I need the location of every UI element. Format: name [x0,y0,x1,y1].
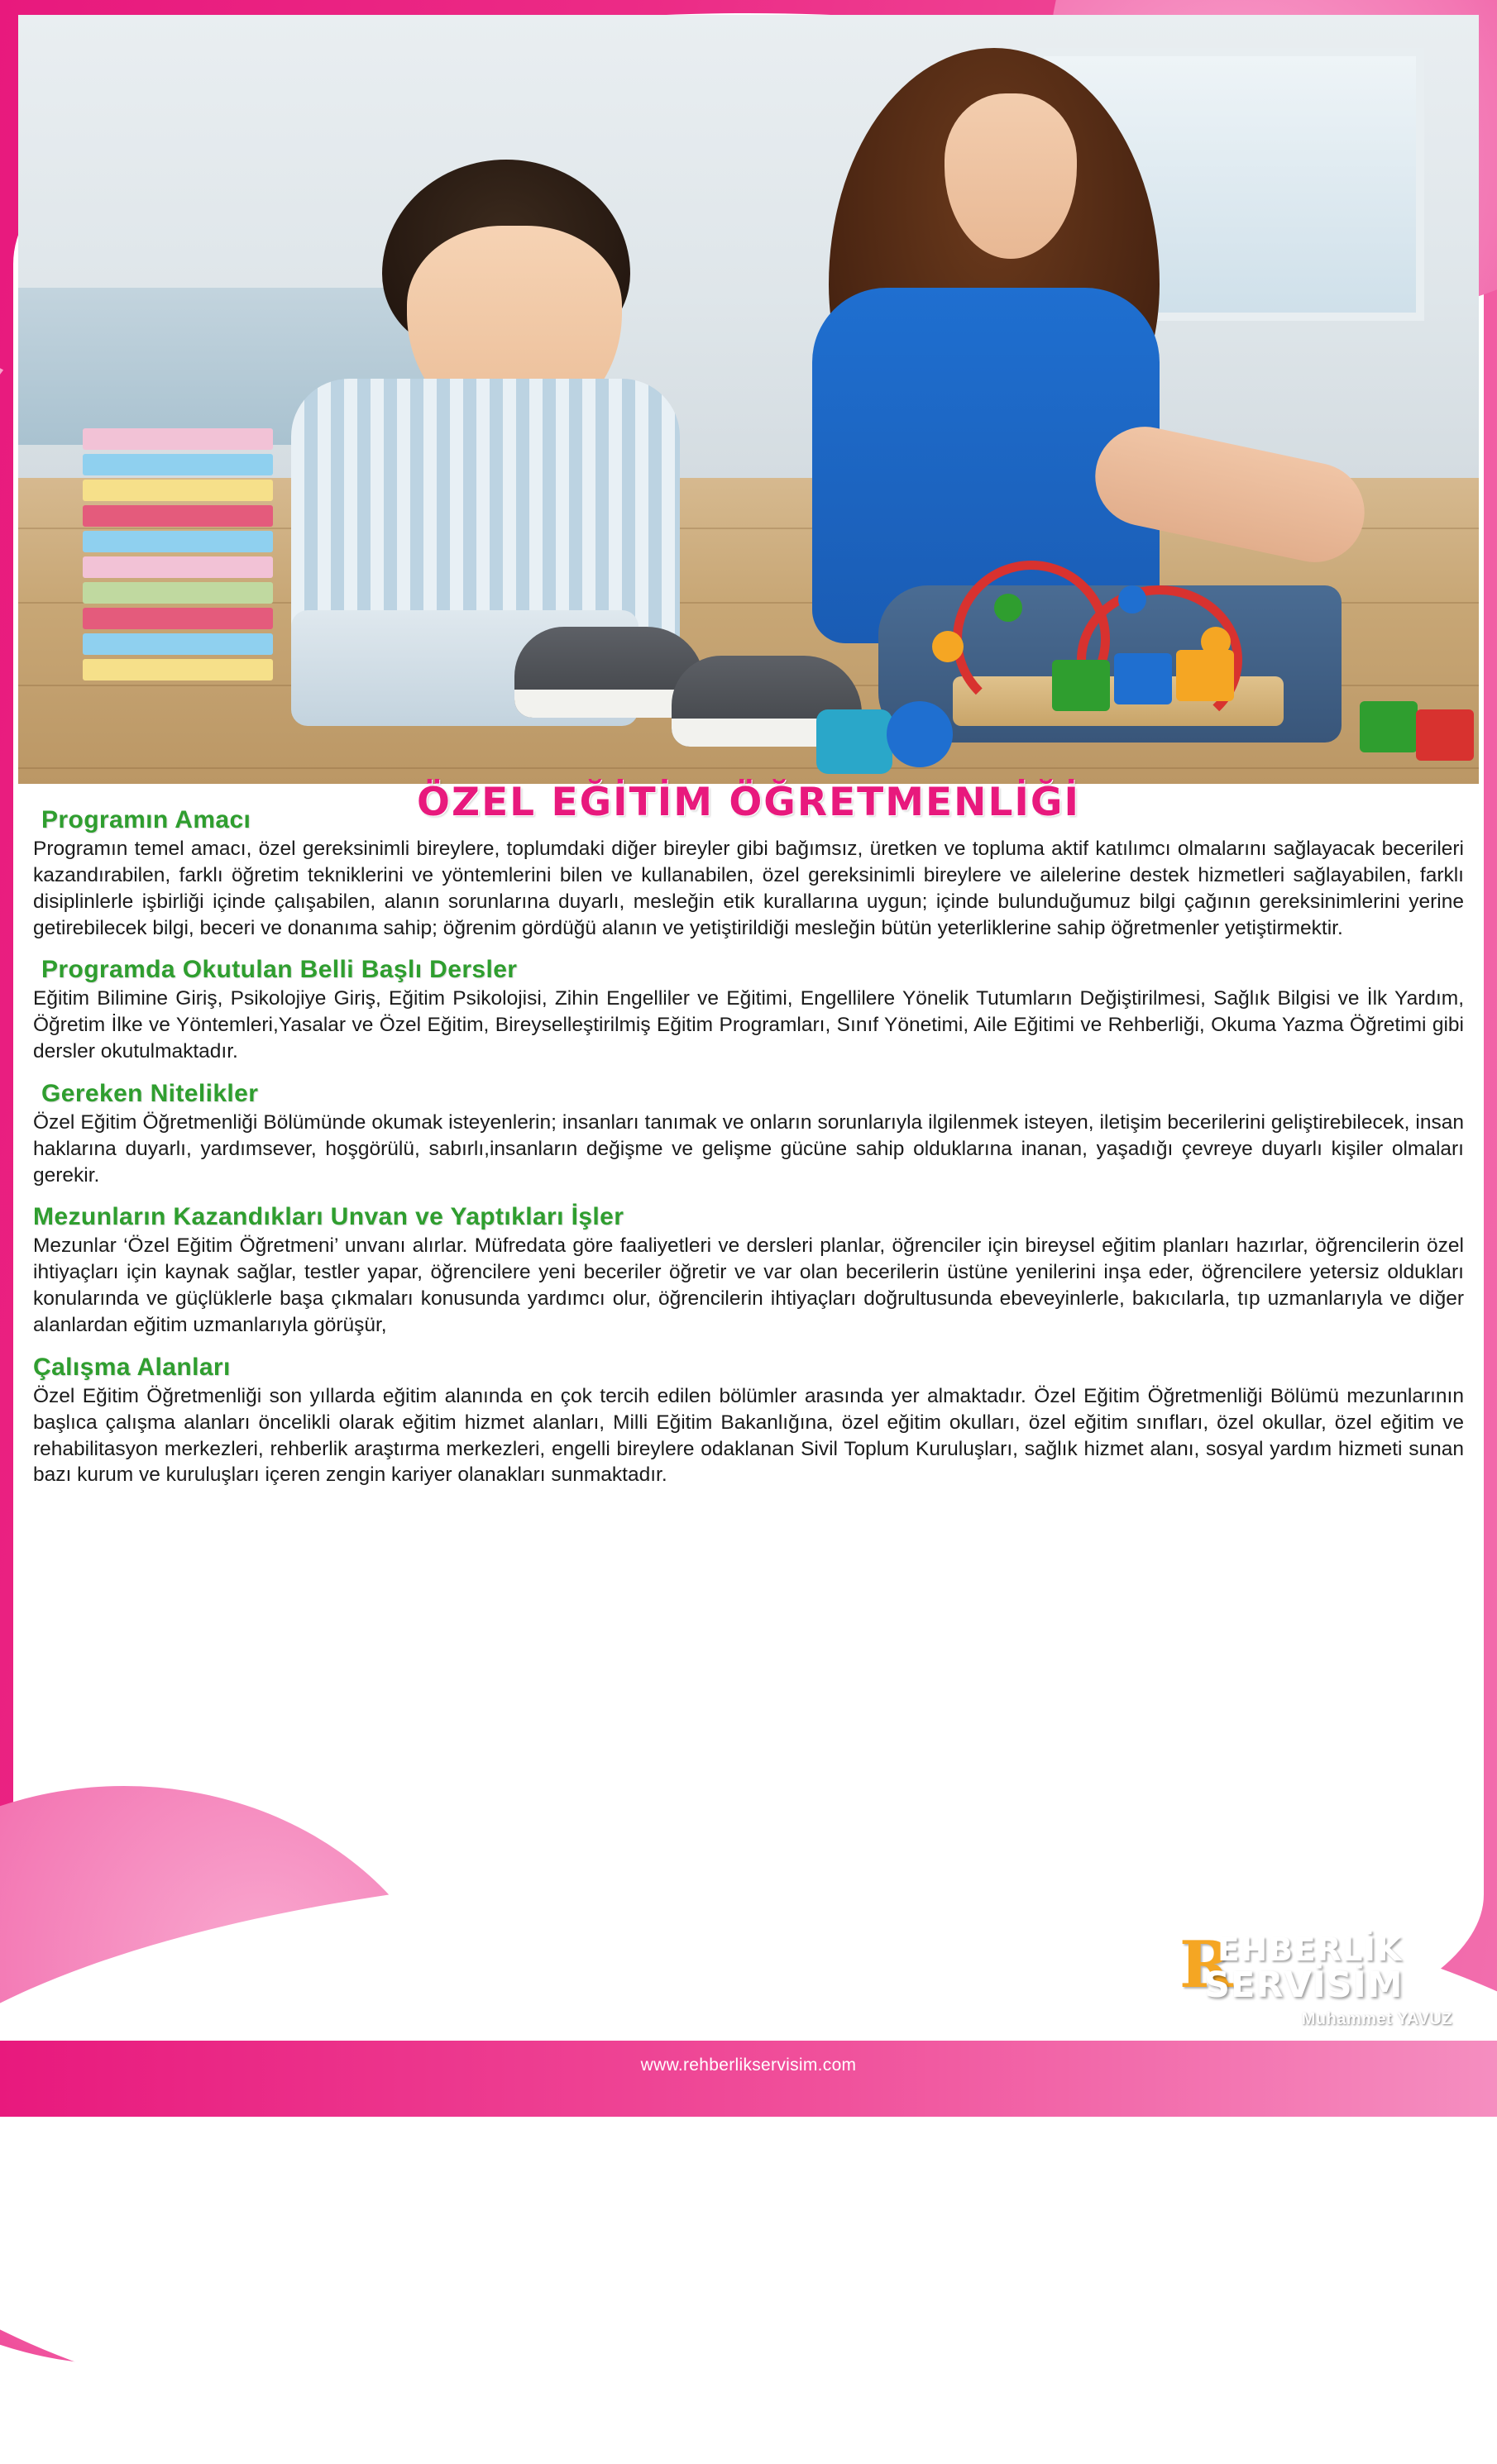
page-title: ÖZEL EĞİTİM ÖĞRETMENLİĞİ [417,779,1080,825]
section-heading: Gereken Nitelikler [41,1079,259,1107]
block-red [1416,709,1474,761]
section-paragraph: Programın temel amacı, özel gereksinimli bireylere, toplumdaki diğer bireyler gibi bağımsız, üretken ve topluma aktif katılımcı olmalarını sağlayacak becerileri kazandırabilen, farklı öğretim tekniklerini ve yöntemlerini bilen ve kullanabilen, özel gereksinimli bireylere ve ailelerine destek hizmetleri sağlayabilen, farklı disiplinlerle işbirliği içinde çalışabilen, alanın sorunlarına duyarlı, mesleğin etik kurallarına uygun; içinde bulunduğumuz bilgi çağının gereksinimlerini yerine getirebilecek bilgi, beceri ve donanıma sahip; öğrenim gördüğü alanın ve yetiştirildiği mesleğin bütün yeterliklerine sahip öğretmenler yetiştirmektir. [33,838,1464,939]
block-green [1052,660,1110,711]
block-blue [1114,653,1172,704]
section-programin-amaci [33,806,1464,941]
logo-author-name: Muhammet YAVUZ [1301,2010,1452,2028]
bead-orange [932,631,964,662]
section-paragraph: Özel Eğitim Öğretmenliği Bölümünde okumak isteyenlerin; insanları tanımak ve onların sorunlarıyla ilgilenmek isteyen, iletişim becerilerini geliştirebilecek, insan haklarına duyarlı, yardımsever, hoşgörülü, sabırlı,insanların değişme ve gelişme gücüne sahip olduklarına inanan, yaşadığı çevreye duyarlı kişiler olmaları gerekir. [33,1110,1464,1187]
logo-initial: R [1179,1927,1233,2003]
section-paragraph: Eğitim Bilimine Giriş, Psikolojiye Giriş, Eğitim Psikolojisi, Zihin Engelliler ve Eğitimi, Engellilere Yönelik Tutumların Değiştirilmesi, Sağlık Bilgisi ve İlk Yardım, Öğretim İlke ve Yöntemleri,Yasalar ve Özel Eğitim, Bireyselleştirilmiş Eğitim Programları, Sınıf Yönetimi, Aile Eğitimi ve Rehberliği, Okuma Yazma Öğretimi gibi dersler okutulmaktadır. [33,987,1464,1063]
section-paragraph: Mezunlar ‘Özel Eğitim Öğretmeni’ unvanı alırlar. Müfredata göre faaliyetleri ve dersleri planlar, öğrenciler için bireysel eğitim planları hazırlar, öğrencilerin özel ihtiyaçları için kaynak sağlar, testler yapar, öğrencilere yeni beceriler öğretir ve var olan becerilerin üstüne yenilerini inşa eder, öğrencilere yetersiz oldukları konularında ve güçlüklerle başa çıkmaları konusunda yardımcı olur, öğrencilerin ihtiyaçları doğrultusunda ebeveyinlerle, bakıcılarla, tıp uzmanlarıyla ve diğer alanlardan eğitim uzmanlarıyla görüşür, [33,1234,1464,1336]
book-stack [83,428,273,685]
section-okutulan-dersler [33,956,1464,1065]
section-calisma-alanlari [33,1354,1464,1488]
block-yellow [1176,650,1234,701]
section-heading: Programın Amacı [41,806,251,833]
toy-ball-blue [887,701,953,767]
section-heading: Programda Okutulan Belli Başlı Dersler [41,956,518,984]
toy-cube-teal [816,709,892,774]
hero-photo [18,15,1479,784]
bead-green [994,594,1022,622]
section-heading: Mezunların Kazandıkları Unvan ve Yaptıkları İşler [33,1203,624,1231]
section-gereken-nitelikler [33,1080,1464,1189]
article-body [33,806,1464,1503]
section-mezunlarin-unvani [33,1203,1464,1338]
logo-word-top: EHBERLİK [1217,1932,1403,1969]
brand-logo [1179,1928,1452,2027]
block-green-2 [1360,701,1418,752]
footer-website-url[interactable]: www.rehberlikservisim.com [640,2056,857,2075]
hero-scene [18,15,1479,784]
section-paragraph: Özel Eğitim Öğretmenliği son yıllarda eğitim alanında en çok tercih edilen bölümler arasında yer almaktadır. Özel Eğitim Öğretmenliği Bölümü mezunlarının başlıca çalışma alanları öncelikli olarak eğitim hizmet alanları, Milli Eğitim Bakanlığına, özel eğitim okulları, özel eğitim sınıfları, özel okullar, özel eğitim ve rehabilitasyon merkezleri, rehberlik araştırma merkezleri, engelli bireylere odaklanan Sivil Toplum Kuruluşları, sağlık hizmet alanı, sosyal yardım hizmeti sunan bazı kurum ve kuruluşları içeren zengin kariyer olanakları sunmaktadır. [33,1384,1464,1487]
section-heading: Çalışma Alanları [33,1353,231,1381]
bead-blue [1118,585,1146,614]
logo-word-bottom: SERVİSİM [1204,1965,1404,2006]
footer-bar [0,2041,1497,2117]
